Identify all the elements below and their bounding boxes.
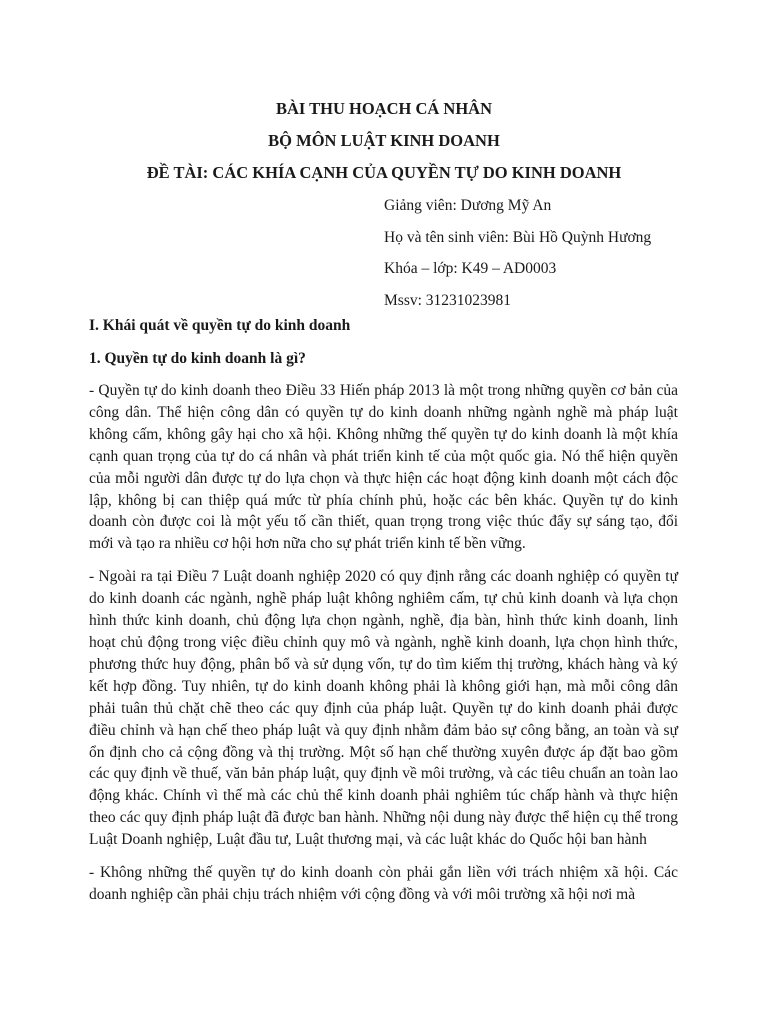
subsection-heading: 1. Quyền tự do kinh doanh là gì?	[89, 350, 306, 367]
paragraph: - Ngoài ra tại Điều 7 Luật doanh nghiệp 2020 có quy định rằng các doanh nghiệp có quyền tự do kinh doanh các ngành, nghề pháp luật không nghiêm cấm, tự chủ kinh doanh và lựa chọn hình thức kinh doanh, chủ động lựa chọn ngành, nghề, địa bàn, hình thức kinh doanh, linh hoạt chủ động trong việc điều chỉnh quy mô và ngành, nghề kinh doanh, lựa chọn hình thức, phương thức huy động, phân bổ và sử dụng vốn, tự do tìm kiếm thị trường, khách hàng và ký kết hợp đồng. Tuy nhiên, tự do kinh doanh không phải là không giới hạn, mà mỗi công dân phải tuân thủ chặt chẽ theo các quy định của pháp luật. Quyền tự do kinh doanh phải được điều chỉnh và hạn chế theo pháp luật và quy định nhằm đảm bảo sự công bằng, an toàn và sự ổn định cho cả cộng đồng và thị trường. Một số hạn chế thường xuyên được áp đặt bao gồm các quy định về thuế, văn bản pháp luật, quy định về môi trường, và các tiêu chuẩn an toàn lao động khác. Chính vì thế mà các chủ thể kinh doanh phải nghiêm túc chấp hành và thực hiện theo các quy định pháp luật đã được ban hành. Những nội dung này được thể hiện cụ thể trong Luật Doanh nghiệp, Luật đầu tư, Luật thương mại, và các luật khác do Quốc hội ban hành	[89, 568, 678, 849]
student-id-line: Mssv: 31231023981	[384, 291, 512, 309]
section-heading: I. Khái quát về quyền tự do kinh doanh	[89, 317, 351, 334]
topic-title: ĐỀ TÀI: CÁC KHÍA CẠNH CỦA QUYỀN TỰ DO KINH DOANH	[146, 163, 622, 182]
student-name-line: Họ và tên sinh viên: Bùi Hồ Quỳnh Hương	[384, 228, 652, 246]
document-body	[89, 314, 678, 917]
author-info	[384, 190, 724, 316]
paragraph: - Quyền tự do kinh doanh theo Điều 33 Hiến pháp 2013 là một trong những quyền cơ bản của công dân. Thể hiện công dân có quyền tự do kinh doanh những ngành nghề mà pháp luật không cấm, không gây hại cho xã hội. Không những thế quyền tự do kinh doanh là một khía cạnh quan trọng của tự do cá nhân và phát triển kinh tế của một quốc gia. Nó thể hiện quyền của mỗi người dân được tự do lựa chọn và thực hiện các hoạt động kinh doanh một cách độc lập, không bị can thiệp quá mức từ phía chính phủ, hoặc các bên khác. Quyền tự do kinh doanh còn được coi là một yếu tố cần thiết, quan trọng trong việc thúc đẩy sự sáng tạo, đổi mới và tạo ra nhiều cơ hội hơn nữa cho sự phát triển kinh tế bền vững.	[89, 382, 678, 553]
course-class-line: Khóa – lớp: K49 – AD0003	[384, 260, 557, 277]
document-title: BÀI THU HOẠCH CÁ NHÂN	[275, 99, 493, 118]
title-block	[0, 93, 768, 189]
lecturer-line: Giảng viên: Dương Mỹ An	[384, 197, 552, 214]
paragraph: - Không những thế quyền tự do kinh doanh còn phải gắn liền với trách nhiệm xã hội. Các doanh nghiệp cần phải chịu trách nhiệm với cộng đồng và với môi trường xã hội nơi mà	[89, 864, 678, 903]
subject-title: BỘ MÔN LUẬT KINH DOANH	[268, 131, 500, 150]
